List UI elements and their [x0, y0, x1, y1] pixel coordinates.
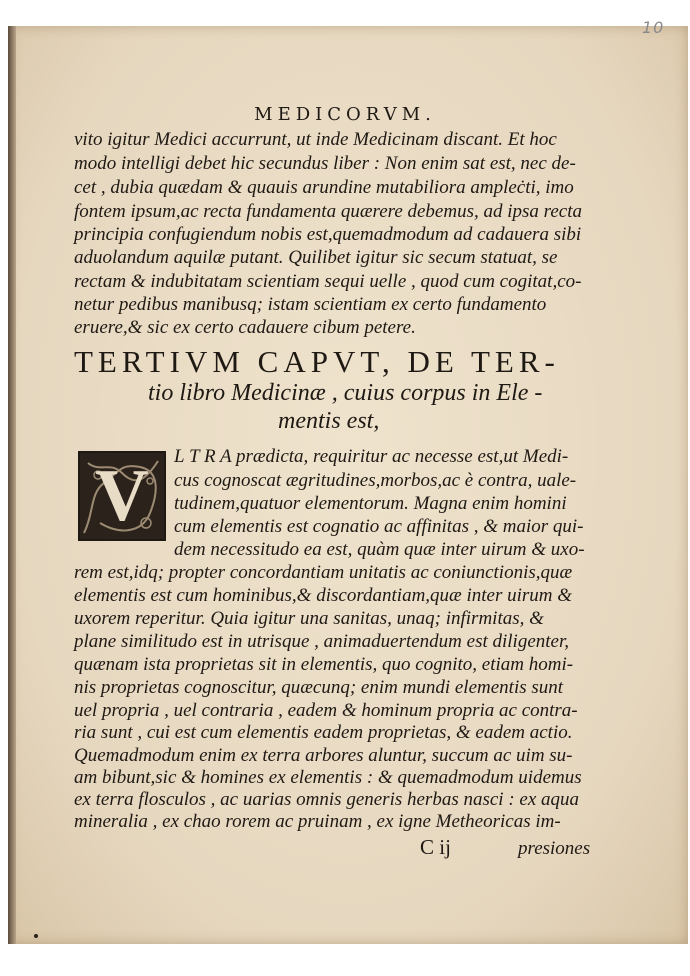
text-line: quænam ista proprietas sit in elementis, quo cognito, etiam homi- [74, 654, 574, 675]
text-line: uel propria , uel contraria , eadem & hominum propria ac contra- [74, 700, 578, 721]
text-line: principia confugiendum nobis est,quemadmodum ad cadauera sibi [74, 224, 582, 245]
text-line: plane similitudo est in utrisque , animaduertendum est diligenter, [74, 631, 570, 652]
text-line: rectam & indubitatam scientiam sequi uelle , quod cum cogitat,co- [74, 271, 582, 292]
text-line: vito igitur Medici accurrunt, ut inde Medicinam discant. Et hoc [74, 129, 557, 150]
text-line: dem necessitudo ea est, quàm quæ inter uirum & uxo- [174, 539, 585, 560]
folio-mark: 10 [642, 18, 665, 37]
text-line: Quemadmodum enim ex terra arbores aluntur, succum ac uim su- [74, 745, 573, 766]
text-line: cum elementis est cognatio ac affinitas , & maior qui- [174, 516, 584, 537]
ink-spot [34, 934, 38, 938]
text-line: cus cognoscat ægritudines,morbos,ac è contra, uale- [174, 470, 577, 491]
chapter-heading-line-2: tio libro Medicinæ , cuius corpus in Ele - [148, 380, 543, 406]
text-line: mineralia , ex chao rorem ac pruinam , ex igne Metheoricas im- [74, 811, 561, 832]
text-line: ria sunt , cui est cum elementis eadem proprietas, & eadem actio. [74, 722, 573, 743]
text-line: cet , dubia quædam & quauis arundine mutabiliora ampleċti, imo [74, 177, 574, 198]
chapter-heading-line-1: TERTIVM CAPVT, DE TER- [74, 344, 560, 379]
text-line: ex terra flosculos , ac uarias omnis generis herbas nasci : ex aqua [74, 789, 580, 810]
catchword: presiones [518, 838, 591, 859]
text-line: aduolandum aquilæ putant. Quilibet igitur sic secum statuat, se [74, 247, 558, 268]
text-line: tudinem,quatuor elementorum. Magna enim homini [174, 493, 567, 514]
text-line: fontem ipsum,ac recta fundamenta quærere debemus, ad ipsa recta [74, 201, 582, 222]
text-line: netur pedibus manibusq; istam scientiam ex certo fundamento [74, 294, 547, 315]
page-binding-edge [8, 26, 16, 944]
text-line: L T R A prædicta, requiritur ac necesse est,ut Medi- [174, 446, 569, 467]
running-head: MEDICORVM. [254, 104, 436, 125]
text-line: nis proprietas cognoscitur, quæcunq; enim mundi elementis sunt [74, 677, 564, 698]
text-line: rem est,idq; propter concordantiam unitatis ac coniunctionis,quæ [74, 562, 573, 583]
text-line: modo intelligi debet hic secundus liber : Non enim sat est, nec de- [74, 153, 576, 174]
text-line: eruere,& sic ex certo cadauere cibum petere. [74, 317, 416, 338]
signature-mark: C ij [420, 835, 451, 859]
text-line: elementis est cum hominibus,& discordantiam,quæ inter uirum & [74, 585, 573, 606]
chapter-heading-line-3: mentis est, [278, 408, 380, 434]
initial-letter: V [95, 455, 149, 537]
decorated-initial-v [78, 451, 166, 541]
text-line: am bibunt,sic & homines ex elementis : & quemadmodum uidemus [74, 767, 582, 788]
text-line: uxorem reperitur. Quia igitur una sanitas, unaq; infirmitas, & [74, 608, 544, 629]
